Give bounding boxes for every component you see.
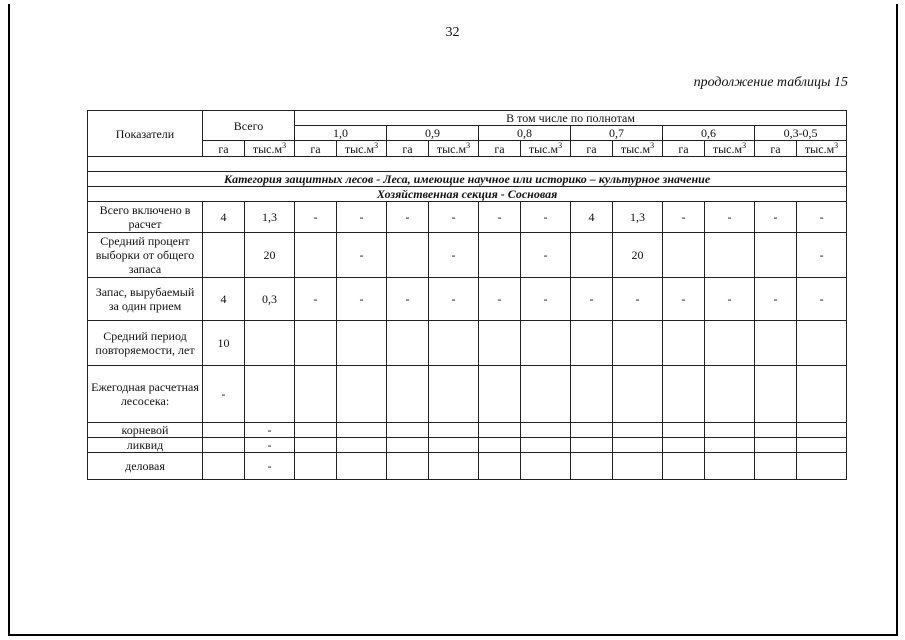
table-cell: - <box>295 202 337 233</box>
table-cell <box>479 233 521 278</box>
table-cell <box>663 423 705 438</box>
density-header: 1,0 <box>295 126 387 141</box>
table-cell: - <box>429 278 479 321</box>
table-cell <box>571 438 613 453</box>
row-label: деловая <box>88 453 203 480</box>
table-cell <box>571 423 613 438</box>
unit-volume <box>337 141 387 157</box>
unit-volume <box>705 141 755 157</box>
unit-ha: га <box>663 141 705 157</box>
table-cell <box>521 438 571 453</box>
table-cell <box>755 438 797 453</box>
table-cell <box>755 233 797 278</box>
table-cell: - <box>337 233 387 278</box>
table-cell: - <box>797 278 847 321</box>
table-cell <box>521 366 571 423</box>
table-cell <box>755 321 797 366</box>
table-cell <box>337 366 387 423</box>
table-cell <box>429 453 479 480</box>
header-by-density: В том числе по полнотам <box>295 111 847 126</box>
unit-ha: га <box>387 141 429 157</box>
table-cell <box>387 366 429 423</box>
table-cell <box>663 366 705 423</box>
table-cell <box>295 233 337 278</box>
table-cell <box>705 366 755 423</box>
table-cell <box>337 453 387 480</box>
header-indicator: Показатели <box>88 111 203 157</box>
table-cell: - <box>295 278 337 321</box>
table-cell <box>337 438 387 453</box>
table-cell <box>613 366 663 423</box>
row-label: Запас, вырубаемый за один прием <box>88 278 203 321</box>
table-cell <box>705 423 755 438</box>
table-cell: - <box>755 202 797 233</box>
table-row <box>88 453 847 480</box>
table-cell: - <box>479 278 521 321</box>
unit-volume-text: тыс.м <box>436 141 467 156</box>
table-cell <box>479 423 521 438</box>
table-cell <box>479 366 521 423</box>
unit-ha: га <box>203 141 245 157</box>
row-label: Средний процент выборки от общего запаса <box>88 233 203 278</box>
table-cell: - <box>705 202 755 233</box>
table-cell <box>797 453 847 480</box>
table-cell <box>755 453 797 480</box>
table-cell <box>295 321 337 366</box>
table-cell <box>705 321 755 366</box>
table-cell <box>479 453 521 480</box>
table-cell: - <box>337 202 387 233</box>
table-cell <box>797 321 847 366</box>
table-cell: 10 <box>203 321 245 366</box>
table-cell: - <box>613 278 663 321</box>
blank-row <box>88 157 847 172</box>
unit-ha: га <box>479 141 521 157</box>
header-total: Всего <box>203 111 295 141</box>
table-cell <box>387 453 429 480</box>
table-row <box>88 202 847 233</box>
table-cell: - <box>571 278 613 321</box>
table-cell: - <box>521 202 571 233</box>
table-cell: - <box>245 423 295 438</box>
row-label: ликвид <box>88 438 203 453</box>
row-label: корневой <box>88 423 203 438</box>
table-cell <box>521 423 571 438</box>
row-label: Всего включено в расчет <box>88 202 203 233</box>
table-cell <box>613 321 663 366</box>
table-cell <box>429 423 479 438</box>
table-cell <box>571 366 613 423</box>
table-cell: - <box>521 278 571 321</box>
table-cell <box>295 453 337 480</box>
table-cell: - <box>429 202 479 233</box>
unit-volume-exponent: 3 <box>374 140 379 150</box>
table-cell <box>705 453 755 480</box>
table-row <box>88 438 847 453</box>
forest-table <box>87 110 847 480</box>
table-cell <box>663 453 705 480</box>
table-cell <box>387 438 429 453</box>
section-row <box>88 187 847 202</box>
unit-volume-exponent: 3 <box>650 140 655 150</box>
table-cell <box>571 233 613 278</box>
table-cell <box>613 438 663 453</box>
table-cell <box>429 438 479 453</box>
unit-volume-exponent: 3 <box>466 140 471 150</box>
table-cell <box>203 438 245 453</box>
table-cell <box>245 366 295 423</box>
table-cell: - <box>797 233 847 278</box>
unit-ha: га <box>295 141 337 157</box>
unit-volume <box>797 141 847 157</box>
table-row <box>88 366 847 423</box>
table-cell <box>755 423 797 438</box>
table-cell: - <box>663 202 705 233</box>
table-cell <box>429 321 479 366</box>
unit-volume-text: тыс.м <box>804 141 835 156</box>
table-cell <box>387 321 429 366</box>
table-cell <box>387 423 429 438</box>
row-label: Средний период повторяемости, лет <box>88 321 203 366</box>
table-cell <box>663 233 705 278</box>
table-row <box>88 233 847 278</box>
table-cell <box>571 321 613 366</box>
table-cell: - <box>705 278 755 321</box>
table-cell <box>387 233 429 278</box>
table-cell: - <box>755 278 797 321</box>
table-cell <box>337 423 387 438</box>
table-cell <box>295 423 337 438</box>
density-header: 0,8 <box>479 126 571 141</box>
table-row <box>88 321 847 366</box>
table-cell: - <box>663 278 705 321</box>
table-cell <box>203 453 245 480</box>
section-title: Хозяйственная секция - Сосновая <box>88 187 847 202</box>
unit-volume-text: тыс.м <box>528 141 559 156</box>
table-cell: 4 <box>203 202 245 233</box>
unit-volume <box>521 141 571 157</box>
table-cell: - <box>429 233 479 278</box>
table-cell: 20 <box>613 233 663 278</box>
unit-volume-exponent: 3 <box>558 140 563 150</box>
table-cell: - <box>203 366 245 423</box>
unit-volume <box>613 141 663 157</box>
table-cell <box>613 453 663 480</box>
table-cell: - <box>479 202 521 233</box>
table-cell: - <box>521 233 571 278</box>
table-cell: - <box>387 202 429 233</box>
table-cell <box>521 321 571 366</box>
table-cell <box>337 321 387 366</box>
table-cell: 4 <box>203 278 245 321</box>
category-title: Категория защитных лесов - Леса, имеющие научное или историко – культурное значение <box>88 172 847 187</box>
table-cell <box>479 438 521 453</box>
unit-volume-exponent: 3 <box>742 140 747 150</box>
table-cell: - <box>387 278 429 321</box>
table-cell: - <box>337 278 387 321</box>
table-cell <box>613 423 663 438</box>
unit-volume-text: тыс.м <box>712 141 743 156</box>
density-header: 0,3-0,5 <box>755 126 847 141</box>
unit-volume-text: тыс.м <box>252 141 283 156</box>
table-cell <box>755 366 797 423</box>
unit-volume-text: тыс.м <box>344 141 375 156</box>
unit-volume-exponent: 3 <box>834 140 839 150</box>
table-cell: 1,3 <box>245 202 295 233</box>
table-cell <box>295 366 337 423</box>
table-cell <box>203 233 245 278</box>
unit-ha: га <box>571 141 613 157</box>
category-row <box>88 172 847 187</box>
table-cell <box>705 233 755 278</box>
unit-volume-text: тыс.м <box>620 141 651 156</box>
unit-volume <box>245 141 295 157</box>
table-cell <box>295 438 337 453</box>
table-row <box>88 278 847 321</box>
table-cell: - <box>797 202 847 233</box>
table-cell <box>429 366 479 423</box>
unit-ha: га <box>755 141 797 157</box>
table-cell <box>245 321 295 366</box>
table-continuation-note: продолжение таблицы 15 <box>693 75 848 90</box>
table-cell <box>203 423 245 438</box>
table-cell: 4 <box>571 202 613 233</box>
density-header: 0,9 <box>387 126 479 141</box>
table-row <box>88 423 847 438</box>
table-cell: 20 <box>245 233 295 278</box>
table-cell <box>479 321 521 366</box>
table-cell <box>705 438 755 453</box>
table-cell: 0,3 <box>245 278 295 321</box>
table-cell <box>797 438 847 453</box>
page-number: 32 <box>445 25 460 40</box>
table-cell <box>571 453 613 480</box>
table-cell <box>663 438 705 453</box>
table-cell <box>797 366 847 423</box>
table-cell: - <box>245 453 295 480</box>
table-cell: - <box>245 438 295 453</box>
table-cell <box>663 321 705 366</box>
table-cell <box>797 423 847 438</box>
unit-volume-exponent: 3 <box>282 140 287 150</box>
table-cell <box>521 453 571 480</box>
blank-cell <box>88 157 847 172</box>
density-header: 0,7 <box>571 126 663 141</box>
density-header: 0,6 <box>663 126 755 141</box>
table-cell: 1,3 <box>613 202 663 233</box>
unit-volume <box>429 141 479 157</box>
row-label: Ежегодная расчетная лесосека: <box>88 366 203 423</box>
